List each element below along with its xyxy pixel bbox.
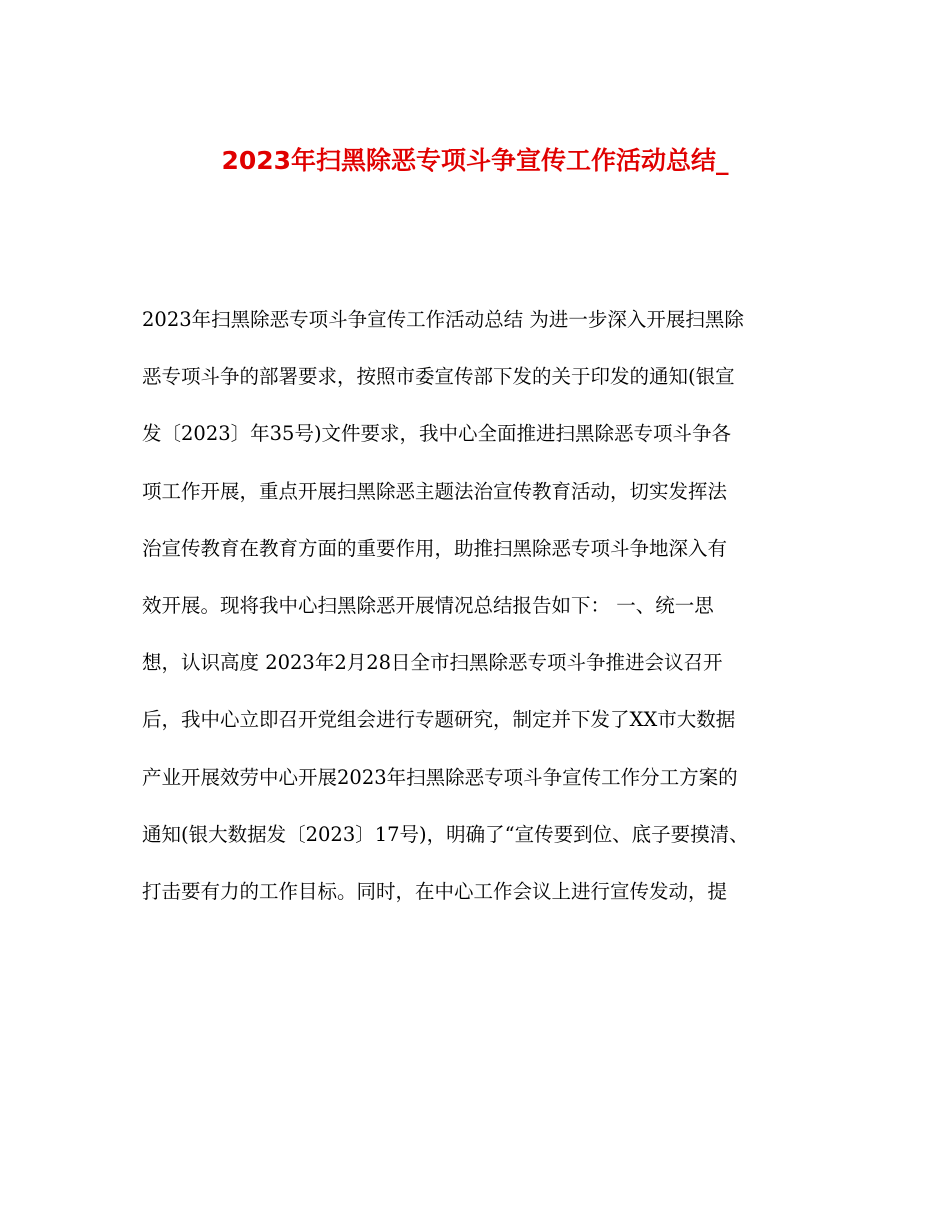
- body-line: 效开展。现将我中心扫黑除恶开展情况总结报告如下： 一、统一思: [142, 593, 714, 617]
- body-line: 打击要有力的工作目标。同时，在中心工作会议上进行宣传发动，提: [142, 879, 728, 903]
- document-body: [142, 302, 822, 931]
- body-line: 发〔2023〕年35号)文件要求，我中心全面推进扫黑除恶专项斗争各: [142, 422, 732, 446]
- body-line: 2023年扫黑除恶专项斗争宣传工作活动总结 为进一步深入开展扫黑除: [142, 308, 744, 331]
- body-line: 后，我中心立即召开党组会进行专题研究，制定并下发了XX市大数据: [142, 708, 736, 732]
- body-line: 恶专项斗争的部署要求，按照市委宣传部下发的关于印发的通知(银宣: [142, 365, 735, 389]
- body-line: 产业开展效劳中心开展2023年扫黑除恶专项斗争宣传工作分工方案的: [142, 765, 738, 789]
- document-title: 2023年扫黑除恶专项斗争宣传工作活动总结_: [221, 146, 729, 175]
- body-line: 治宣传教育在教育方面的重要作用，助推扫黑除恶专项斗争地深入有: [142, 536, 728, 560]
- body-line: 通知(银大数据发〔2023〕17号)，明确了“宣传要到位、底子要摸清、: [142, 822, 749, 846]
- body-line: 项工作开展，重点开展扫黑除恶主题法治宣传教育活动，切实发挥法: [142, 479, 728, 503]
- body-line: 想，认识高度 2023年2月28日全市扫黑除恶专项斗争推进会议召开: [142, 651, 723, 675]
